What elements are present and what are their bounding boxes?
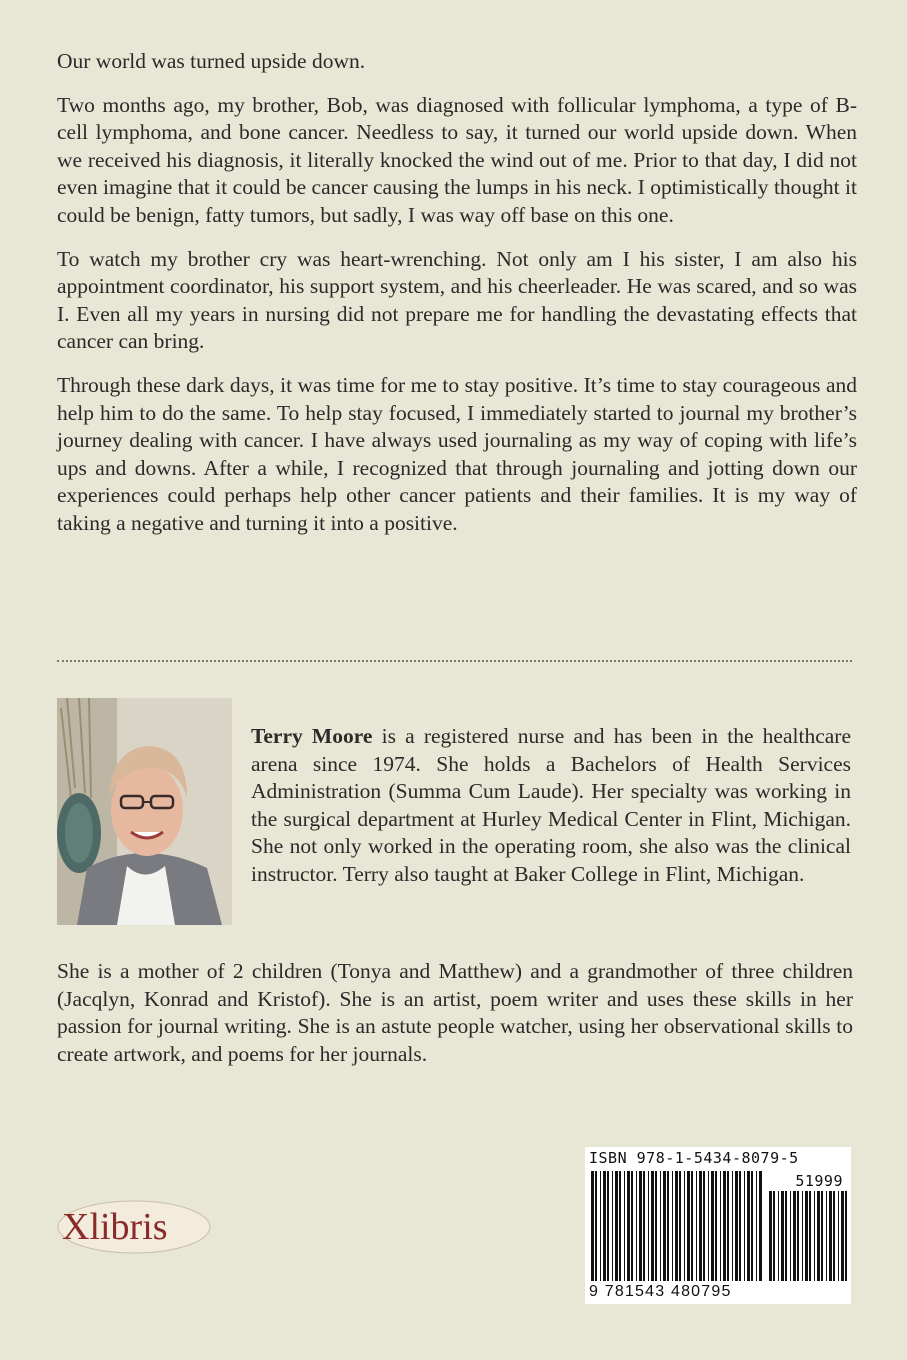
barcode-bar: [691, 1171, 693, 1281]
barcode-bar: [672, 1171, 673, 1281]
barcode-bar: [838, 1191, 839, 1281]
author-bio: [251, 723, 851, 889]
barcode-bar: [751, 1171, 753, 1281]
author-bio-text: is a registered nurse and has been in the healthcare arena since 1974. She holds a Bachelors of Health Services Administration (Summa Cum Laude). Her specialty was working in the surgical department at Hurley Medical Center in Flint, Michigan. She not only worked in the operating room, she also was the clinical instructor. Terry also taught at Baker College in Flint, Michigan.: [251, 724, 851, 886]
barcode-bar: [845, 1191, 847, 1281]
barcode-bar: [833, 1191, 835, 1281]
barcode-bar: [648, 1171, 649, 1281]
barcode-bar: [829, 1191, 832, 1281]
author-photo: [57, 698, 232, 925]
barcode-bar: [631, 1171, 633, 1281]
author-family-text: She is a mother of 2 children (Tonya and Matthew) and a grandmother of three children (Jacqlyn, Konrad and Kristof). She is an artist, poem writer and uses these skills in her passion for journal writing. She is an astute people watcher, using her observational skills to create artwork, and poems for her journals.: [57, 959, 853, 1066]
barcode-bar: [667, 1171, 669, 1281]
barcode-bar: [711, 1171, 714, 1281]
barcode-bar: [612, 1171, 613, 1281]
barcode-bar: [591, 1171, 594, 1281]
author-family: [57, 958, 853, 1068]
barcode-bar: [615, 1171, 618, 1281]
barcode-bar: [790, 1191, 791, 1281]
barcode-bar: [687, 1171, 690, 1281]
barcode-bar: [675, 1171, 678, 1281]
barcode-bar: [624, 1171, 625, 1281]
barcode-bar: [817, 1191, 820, 1281]
barcode-bar: [696, 1171, 697, 1281]
barcode-bar: [627, 1171, 630, 1281]
barcode-bar: [841, 1191, 844, 1281]
isbn-text: ISBN 978-1-5434-8079-5: [589, 1149, 799, 1167]
barcode-bar: [785, 1191, 787, 1281]
barcode-bar: [732, 1171, 733, 1281]
barcode-bars: [585, 1147, 851, 1304]
blurb-paragraph: Two months ago, my brother, Bob, was diagnosed with follicular lymphoma, a type of B-cell lymphoma, and bone cancer. Needless to say, it turned our world upside down. When we received his diagnosis, it literally knocked the wind out of me. Prior to that day, I did not even imagine that it could be cancer causing the lumps in his neck. I optimistically thought it could be benign, fatty tumors, but sadly, I was way off base on this one.: [57, 92, 857, 227]
barcode-bar: [595, 1171, 597, 1281]
publisher-logo: [52, 1195, 222, 1265]
barcode-bar: [821, 1191, 823, 1281]
blurb-paragraph: To watch my brother cry was heart-wrenching. Not only am I his sister, I am also his appointment coordinator, his support system, and his cheerleader. He was scared, and so was I. Even all my years in nursing did not prepare me for handling the devastating effects that cancer can bring.: [57, 246, 857, 354]
barcode-bar: [636, 1171, 637, 1281]
barcode-bar: [619, 1171, 621, 1281]
publisher-logo-text: Xlibris: [62, 1206, 168, 1248]
price-code: 51999: [795, 1172, 843, 1190]
barcode-bar: [715, 1171, 717, 1281]
barcode-bar: [708, 1171, 709, 1281]
barcode-bar: [600, 1171, 601, 1281]
dotted-divider: [57, 660, 852, 662]
isbn-barcode: [585, 1147, 851, 1304]
barcode-bar: [651, 1171, 654, 1281]
barcode-bar: [703, 1171, 705, 1281]
barcode-bar: [679, 1171, 681, 1281]
barcode-bar: [744, 1171, 745, 1281]
barcode-bar: [747, 1171, 750, 1281]
barcode-bar: [660, 1171, 661, 1281]
barcode-bar: [773, 1191, 775, 1281]
barcode-bar: [639, 1171, 642, 1281]
barcode-bar: [643, 1171, 645, 1281]
barcode-bar: [802, 1191, 803, 1281]
barcode-bar: [814, 1191, 815, 1281]
blurb-paragraph: Our world was turned upside down.: [57, 49, 366, 73]
barcode-bar: [727, 1171, 729, 1281]
barcode-bar: [663, 1171, 666, 1281]
barcode-bar: [793, 1191, 796, 1281]
barcode-bar: [723, 1171, 726, 1281]
author-name: Terry Moore: [251, 724, 373, 748]
barcode-bar: [805, 1191, 808, 1281]
ean-number: 9 781543 480795: [589, 1283, 732, 1300]
barcode-bar: [684, 1171, 685, 1281]
barcode-bar: [603, 1171, 606, 1281]
barcode-bar: [699, 1171, 702, 1281]
barcode-bar: [720, 1171, 721, 1281]
barcode-bar: [735, 1171, 738, 1281]
barcode-bar: [607, 1171, 609, 1281]
barcode-bar: [826, 1191, 827, 1281]
back-cover-blurb: [57, 48, 857, 554]
barcode-bar: [781, 1191, 784, 1281]
blurb-paragraph: Through these dark days, it was time for me to stay positive. It’s time to stay courageous and help him to do the same. To help stay focused, I immediately started to journal my brother’s journey dealing with cancer. I have always used journaling as my way of coping with life’s ups and downs. After a while, I recognized that through journaling and jotting down our experiences could perhaps help other cancer patients and their families. It is my way of taking a negative and turning it into a positive.: [57, 372, 857, 535]
barcode-bar: [759, 1171, 762, 1281]
barcode-bar: [769, 1191, 772, 1281]
barcode-bar: [797, 1191, 799, 1281]
barcode-bar: [809, 1191, 811, 1281]
barcode-bar: [756, 1171, 757, 1281]
barcode-bar: [778, 1191, 779, 1281]
barcode-bar: [655, 1171, 657, 1281]
barcode-bar: [739, 1171, 741, 1281]
